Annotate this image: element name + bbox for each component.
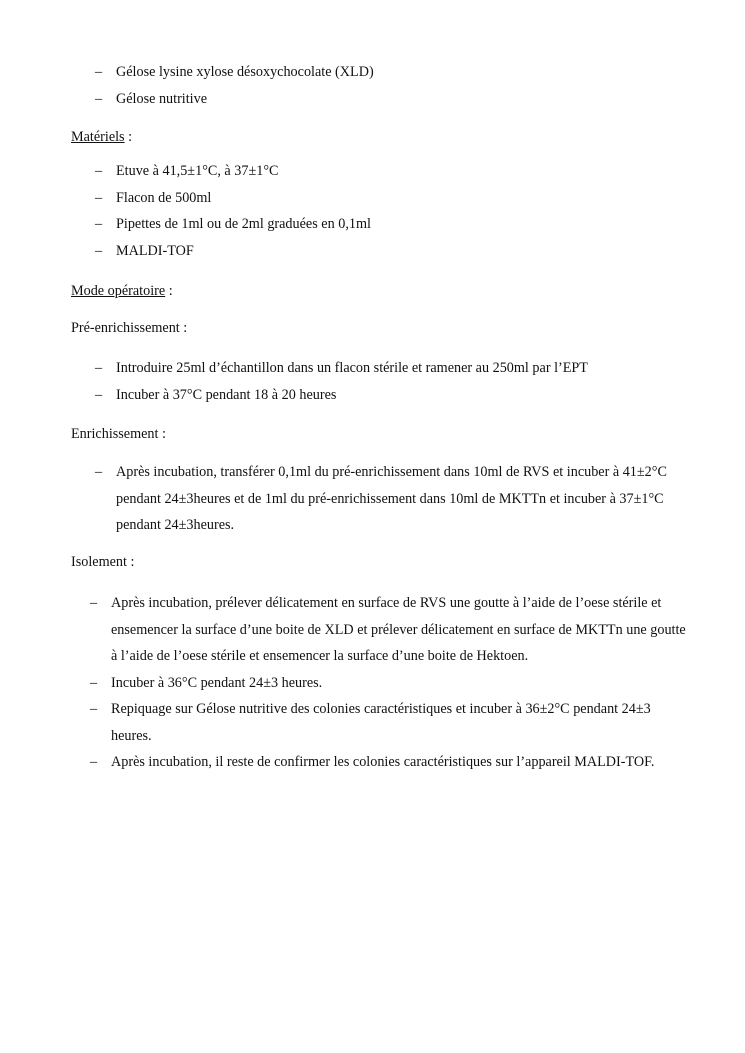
list-item xyxy=(95,59,715,86)
mode-operatoire-suffix: : xyxy=(165,283,173,299)
list-item-text: Etuve à 41,5±1°C, à 37±1°C xyxy=(116,163,279,179)
dash-bullet: – xyxy=(90,674,98,691)
list-item xyxy=(90,670,690,697)
isolement-heading: Isolement : xyxy=(71,554,135,570)
isolement-list xyxy=(90,590,690,776)
dash-bullet: – xyxy=(90,754,98,770)
dash-bullet: – xyxy=(95,64,103,80)
dash-bullet: – xyxy=(95,464,103,480)
materiels-list xyxy=(95,158,715,264)
list-item xyxy=(95,238,715,265)
dash-bullet: – xyxy=(90,595,98,611)
dash-bullet: – xyxy=(95,189,103,206)
enrichissement-heading: Enrichissement : xyxy=(71,426,166,442)
dash-bullet: – xyxy=(95,216,103,232)
list-item-text: Incuber à 36°C pendant 24±3 heures. xyxy=(111,674,323,691)
list-item-text: Gélose nutritive xyxy=(116,90,208,107)
dash-bullet: – xyxy=(95,360,103,376)
list-item-text: Flacon de 500ml xyxy=(116,189,212,206)
list-item xyxy=(95,158,715,185)
list-item-text: Après incubation, prélever délicatement en surface de RVS une goutte à l’aide de l’oese stérile et ensemencer la surface d’une boite de XLD et prélever délicatement en surface de MKTTn une goutte à l’aide de l’oese stérile et ensemencer la surface d’une boite de Hektoen. xyxy=(111,595,686,664)
materiels-title: Matériels xyxy=(71,129,125,145)
milieux-list xyxy=(95,59,715,112)
dash-bullet: – xyxy=(95,90,103,107)
list-item xyxy=(95,185,715,212)
list-item xyxy=(95,86,715,113)
list-item xyxy=(95,211,715,238)
list-item-text: Gélose lysine xylose désoxychocolate (XLD) xyxy=(116,64,374,80)
list-item xyxy=(90,590,690,670)
dash-bullet: – xyxy=(95,163,103,179)
list-item xyxy=(95,459,695,539)
list-item xyxy=(95,382,715,409)
mode-operatoire-heading xyxy=(71,281,173,301)
dash-bullet: – xyxy=(95,386,103,403)
list-item-text: Repiquage sur Gélose nutritive des colonies caractéristiques et incuber à 36±2°C pendant 24±3 heures. xyxy=(111,701,651,744)
materiels-heading xyxy=(71,127,132,147)
dash-bullet: – xyxy=(95,242,103,259)
list-item-text: Après incubation, il reste de confirmer les colonies caractéristiques sur l’appareil MALDI-TOF. xyxy=(111,754,655,770)
pre-enrichissement-heading: Pré-enrichissement : xyxy=(71,320,188,336)
list-item xyxy=(95,355,715,382)
enrichissement-list xyxy=(95,459,695,539)
list-item xyxy=(90,696,690,749)
list-item xyxy=(90,749,690,776)
mode-operatoire-title: Mode opératoire xyxy=(71,283,166,299)
list-item-text: Pipettes de 1ml ou de 2ml graduées en 0,1ml xyxy=(116,216,371,232)
dash-bullet: – xyxy=(90,701,98,717)
list-item-text: Après incubation, transférer 0,1ml du pré-enrichissement dans 10ml de RVS et incuber à 41±2°C pendant 24±3heures et de 1ml du pré-enrichissement dans 10ml de MKTTn et incuber à 37±1°C pendant 24±3heures. xyxy=(116,464,667,533)
pre-enrichissement-list xyxy=(95,355,715,408)
list-item-text: Incuber à 37°C pendant 18 à 20 heures xyxy=(116,386,337,403)
list-item-text: MALDI-TOF xyxy=(116,242,194,259)
materiels-suffix: : xyxy=(124,129,133,145)
list-item-text: Introduire 25ml d’échantillon dans un flacon stérile et ramener au 250ml par l’EPT xyxy=(116,360,588,376)
